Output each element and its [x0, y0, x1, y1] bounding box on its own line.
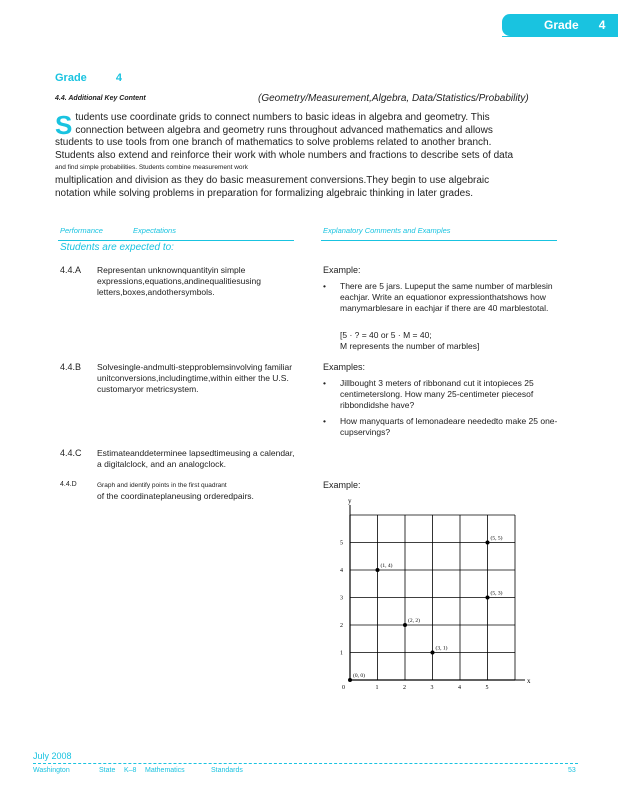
standard-code: 4.4.C — [60, 448, 82, 458]
standard-text: of the coordinateplaneusing orderedpairs. — [97, 491, 254, 501]
bullet-icon: • — [323, 378, 326, 388]
grade-tab-number: 4 — [598, 18, 606, 32]
standard-text: Estimateanddeterminee lapsedtimeusing a calendar, a digitalclock, and an analogclock. — [97, 448, 295, 469]
section-title: 4.4. Additional Key Content — [55, 95, 146, 102]
example-label: Examples: — [323, 362, 366, 372]
y-tick-label: 3 — [340, 595, 343, 602]
y-tick-label: 2 — [340, 623, 343, 629]
data-point — [403, 623, 407, 627]
footer-date: July 2008 — [33, 751, 72, 761]
example-label: Example: — [323, 265, 361, 275]
y-tick-label: 1 — [340, 650, 343, 657]
column-rule-left — [58, 240, 294, 241]
bullet-icon: • — [323, 281, 326, 291]
data-point-label: (5, 3) — [490, 590, 503, 597]
data-point — [486, 541, 490, 545]
example-bullet — [323, 378, 558, 411]
footer-standards: Standards — [211, 767, 243, 774]
grade-heading-label: Grade — [55, 72, 87, 84]
x-tick-label: 4 — [458, 685, 461, 691]
grade-heading-number: 4 — [115, 72, 122, 84]
y-axis-label: y — [348, 497, 352, 505]
data-point-label: (1, 4) — [380, 563, 393, 569]
expected-heading: Students are expected to: — [60, 242, 174, 253]
performance-label: Performance — [60, 226, 103, 235]
grade-tab-label: Grade — [544, 18, 579, 32]
grade-heading — [55, 72, 122, 84]
example-equation: [5 · ? = 40 or 5 · M = 40; — [340, 330, 432, 340]
data-point-label: (0, 0) — [353, 673, 365, 679]
expectations-label: Expectations — [133, 226, 176, 235]
data-point — [486, 596, 490, 600]
example-text: Jillbought 3 meters of ribbonand cut it intopieces 25 centimeterslong. How many 25-centimeter piecesof ribbondidshe have? — [340, 378, 534, 410]
data-point-label: (5, 5) — [490, 535, 503, 542]
section-subtitle: (Geometry/Measurement,Algebra, Data/Statistics/Probability) — [258, 93, 529, 104]
x-axis-label: x — [527, 677, 531, 685]
footer-page-number: 53 — [568, 767, 576, 774]
footer-rule — [33, 763, 578, 764]
points-layer — [348, 535, 503, 683]
footer-state: State — [99, 767, 116, 774]
intro-paragraph — [55, 112, 567, 200]
footer-mathematics: Mathematics — [145, 767, 185, 774]
example-bullet — [323, 416, 558, 438]
intro-line: multiplication and division as they do basic measurement conversions.They begin to use algebraic — [55, 174, 490, 186]
intro-line: Students also extend and reinforce their work with whole numbers and fractions to describe sets of data — [55, 149, 514, 161]
x-tick-label: 5 — [485, 685, 489, 691]
footer-washington: Washington — [33, 767, 70, 774]
intro-line: connection between algebra and geometry runs throughout advanced mathematics and allows — [75, 124, 493, 136]
coordinate-grid — [330, 490, 540, 695]
standard-code: 4.4.A — [60, 265, 82, 275]
header-rule — [502, 36, 618, 37]
x-tick-label: 0 — [342, 685, 345, 691]
example-equation-note: M represents the number of marbles] — [340, 341, 480, 351]
column-heading-right: Explanatory Comments and Examples — [323, 226, 451, 235]
intro-line: notation while solving problems in preparation for formalizing algebraic thinking in later grades. — [55, 187, 474, 199]
example-text: There are 5 jars. Lupeput the same number of marblesin eachjar. Write an equationor expressionthatshows how manymarblesare in eachjar if there are 40 marblestotal. — [340, 281, 553, 313]
intro-line: tudents use coordinate grids to connect numbers to basic ideas in algebra and geometry. This — [75, 112, 490, 123]
intro-line: students to use tools from one branch of mathematics to solve problems related to another branch. — [55, 137, 492, 149]
bullet-icon: • — [323, 416, 326, 426]
standard-code: 4.4.B — [60, 362, 82, 372]
axis-ticks — [340, 541, 489, 692]
example-bullet — [323, 281, 558, 314]
x-tick-label: 3 — [430, 685, 434, 691]
column-heading-left — [60, 226, 176, 235]
data-point-label: (2, 2) — [408, 618, 420, 624]
x-tick-label: 2 — [403, 685, 406, 691]
data-point-label: (3, 1) — [435, 645, 448, 652]
x-tick-label: 1 — [375, 685, 379, 691]
standard-text: Solvesingle-andmulti-stepproblemsinvolving familiar unitconversions,includingtime,within either the U.S. customaryor metricsystem. — [97, 362, 293, 394]
grade-tab — [502, 14, 618, 36]
standard-text: Representan unknownquantityin simple expressions,equations,andinequalitiesusing letters,boxes,andothersymbols. — [97, 265, 261, 297]
footer-k8: K–8 — [124, 767, 137, 774]
data-point — [348, 678, 352, 682]
intro-line-small: and find simple probabilities. Students combine measurement work — [55, 164, 248, 172]
y-tick-label: 5 — [340, 540, 343, 547]
y-tick-label: 4 — [340, 568, 343, 574]
example-text: How manyquarts of lemonadeare neededto make 25 one-cupservings? — [340, 416, 558, 437]
dropcap: S — [55, 110, 73, 140]
example-label: Example: — [323, 480, 361, 490]
standard-text-block — [97, 480, 297, 502]
data-point — [376, 568, 380, 572]
data-point — [431, 651, 435, 655]
standard-code: 4.4.D — [60, 481, 77, 488]
standard-text-small: Graph and identify points in the first quadrant — [97, 482, 227, 489]
column-rule-right — [321, 240, 557, 241]
